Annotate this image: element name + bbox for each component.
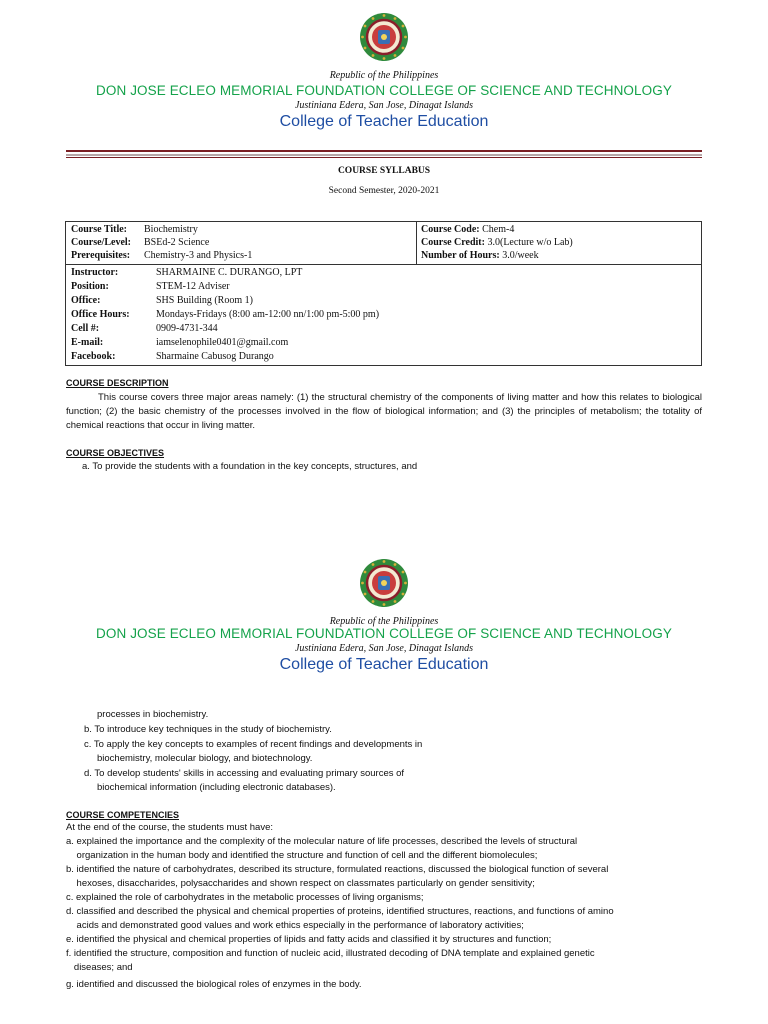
competency-line: e. identified the physical and chemical properties of lipids and fatty acids and classified it by structures and function; [66, 934, 552, 945]
school-seal-icon [359, 12, 409, 62]
school-address: Justiniana Edera, San Jose, Dinagat Islands [294, 100, 474, 111]
competency-line: diseases; and [66, 962, 133, 973]
competency-line: a. explained the importance and the complexity of the molecular nature of life processes, described the levels of structural [66, 836, 578, 847]
competency-line: f. identified the structure, composition and function of nucleic acid, illustrated decoding of DNA template and explained genetic [66, 948, 595, 959]
republic-line: Republic of the Philippines [329, 70, 439, 81]
course-code-row: Course Code: Chem-4 [421, 224, 515, 235]
objective-d-line1: d. To develop students' skills in accessing and evaluating primary sources of [84, 768, 405, 779]
course-level-row: Course/Level: BSEd-2 Science [71, 237, 210, 248]
competencies-intro: At the end of the course, the students must have: [66, 822, 274, 833]
course-credit-row: Course Credit: 3.0(Lecture w/o Lab) [421, 237, 573, 248]
competency-line: g. identified and discussed the biological roles of enzymes in the body. [66, 979, 362, 990]
syllabus-title: COURSE SYLLABUS [337, 166, 431, 176]
competency-line: c. explained the role of carbohydrates in the metabolic processes of living organisms; [66, 892, 424, 903]
number-of-hours-row: Number of Hours: 3.0/week [421, 250, 539, 261]
school-address: Justiniana Edera, San Jose, Dinagat Islands [294, 643, 474, 654]
instructor-row: Instructor: SHARMAINE C. DURANGO, LPT [71, 267, 303, 278]
course-description-text: This course covers three major areas namely: (1) the structural chemistry of the components of living matter and how this relates to biological function; (2) the basic chemistry of the processes involved in the flow of biological information; and (3) the principles of metabolism; the totality of chemical reactions that occur in living matter. [66, 392, 702, 431]
school-seal-icon [359, 558, 409, 608]
course-competencies-heading: COURSE COMPETENCIES [66, 810, 180, 820]
college-name: College of Teacher Education [279, 113, 489, 130]
college-name: College of Teacher Education [279, 656, 489, 673]
email-row: E-mail: iamselenophile0401@gmail.com [71, 337, 289, 348]
competency-line: d. classified and described the physical and chemical properties of proteins, identified structures, reactions, and functions of amino [66, 906, 614, 917]
objective-d-line2: biochemical information (including electronic databases). [97, 782, 336, 793]
office-hours-row: Office Hours: Mondays-Fridays (8:00 am-12:00 nn/1:00 pm-5:00 pm) [71, 309, 380, 320]
objective-b: b. To introduce key techniques in the study of biochemistry. [84, 724, 332, 735]
position-row: Position: STEM-12 Adviser [71, 281, 230, 292]
syllabus-page-2 [0, 530, 768, 1024]
competency-line: acids and demonstrated good values and work ethics especially in the performance of laboratory activities; [66, 920, 524, 931]
prerequisites-row: Prerequisites: Chemistry-3 and Physics-1 [71, 250, 253, 261]
cell-row: Cell #: 0909-4731-344 [71, 323, 218, 334]
office-row: Office: SHS Building (Room 1) [71, 295, 253, 306]
facebook-row: Facebook: Sharmaine Cabusog Durango [71, 351, 274, 362]
school-name: DON JOSE ECLEO MEMORIAL FOUNDATION COLLEGE OF SCIENCE AND TECHNOLOGY [96, 83, 672, 98]
competency-line: organization in the human body and identified the structure and function of cell and the different biomolecules; [66, 850, 538, 861]
objective-a-line1: a. To provide the students with a foundation in the key concepts, structures, and [82, 461, 418, 472]
objective-c-line1: c. To apply the key concepts to examples of recent findings and developments in [84, 739, 423, 750]
syllabus-semester: Second Semester, 2020-2021 [328, 186, 440, 196]
course-title-row: Course Title: Biochemistry [71, 224, 198, 235]
header-divider [66, 150, 702, 158]
competency-line: b. identified the nature of carbohydrates, described its structure, formulated reactions, discussed the biological function of several [66, 864, 609, 875]
school-name: DON JOSE ECLEO MEMORIAL FOUNDATION COLLEGE OF SCIENCE AND TECHNOLOGY [96, 626, 672, 641]
course-info-box [65, 221, 702, 366]
republic-line: Republic of the Philippines [329, 616, 439, 627]
objective-c-line2: biochemistry, molecular biology, and biotechnology. [97, 753, 313, 764]
course-description-heading: COURSE DESCRIPTION [66, 378, 169, 388]
competency-line: hexoses, disaccharides, polysaccharides and shown respect on classmates particularly on gender sensitivity; [66, 878, 535, 889]
objective-a-line2: processes in biochemistry. [97, 709, 209, 720]
course-objectives-heading: COURSE OBJECTIVES [66, 448, 165, 458]
